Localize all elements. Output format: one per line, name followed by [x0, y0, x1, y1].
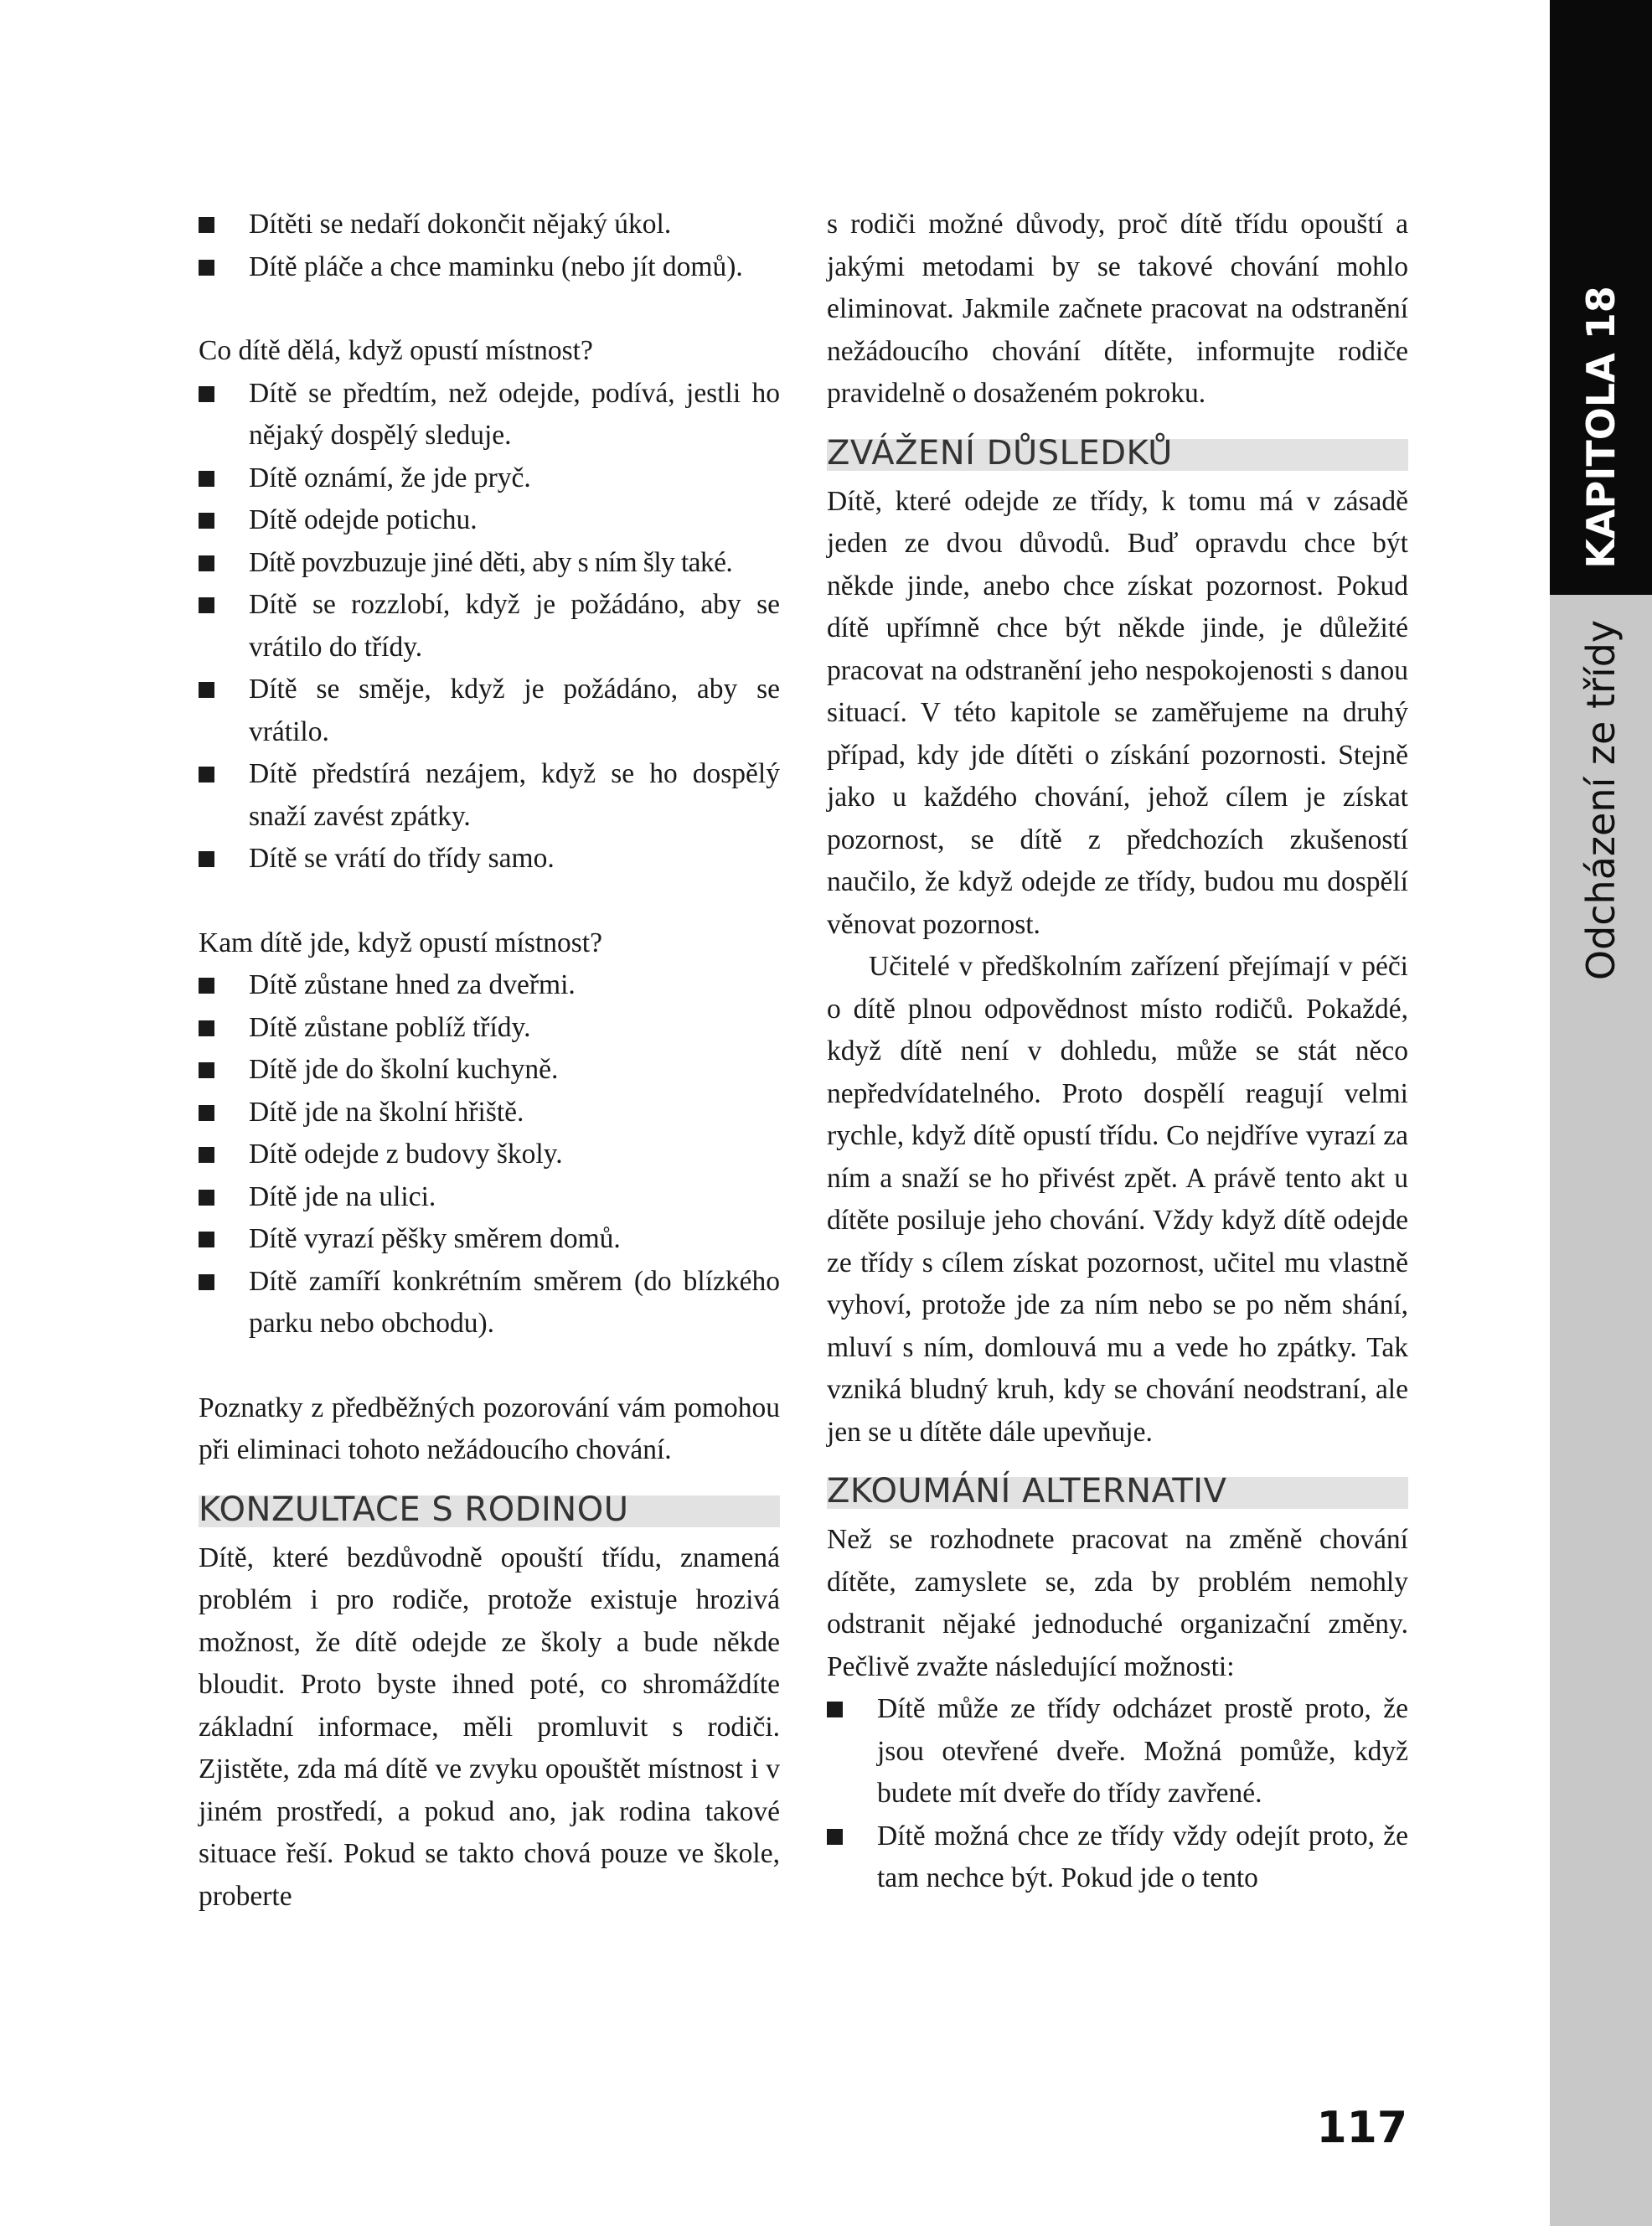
list-item: Dítě se rozzlobí, když je požádáno, aby se vrátilo do třídy.	[199, 584, 780, 669]
list-item: Dítě jde do školní kuchyně.	[199, 1049, 780, 1092]
list-item: Dítě předstírá nezájem, když se ho dospělý snaží zavést zpátky.	[199, 753, 780, 838]
list-item: Dítě zůstane poblíž třídy.	[199, 1007, 780, 1050]
list-item: Dítě povzbuzuje jiné děti, aby s ním šly také.	[199, 542, 780, 585]
chapter-tab	[1550, 0, 1652, 2226]
list-item: Dítě odejde z budovy školy.	[199, 1134, 780, 1176]
bullet-list-what	[199, 373, 780, 881]
paragraph-family-continued: s rodiči možné důvody, proč dítě třídu opouští a jakými metodami by se takové chování mohlo eliminovat. Jakmile začnete pracovat na odstranění nežádoucího chování dítěte, informujte rodiče pravidelně o dosaženém pokroku.	[827, 209, 1408, 409]
section-heading-family: KONZULTACE S RODINOU	[199, 1490, 780, 1527]
section-heading-consequences: ZVÁŽENÍ DŮSLEDKŮ	[827, 434, 1408, 471]
list-item: Dítě odejde potichu.	[199, 499, 780, 542]
right-column	[827, 204, 1408, 1900]
list-item: Dítě se předtím, než odejde, podívá, jestli ho nějaký dospělý sleduje.	[199, 373, 780, 457]
chapter-title: Odcházení ze třídy	[1578, 619, 1624, 981]
list-item: Dítě se směje, když je požádáno, aby se vrátilo.	[199, 669, 780, 753]
paragraph-consequences-1: Dítě, které odejde ze třídy, k tomu má v zásadě jeden ze dvou důvodů. Buď opravdu chce být někde jinde, anebo chce získat pozornost. Pokud dítě upřímně chce být někde jinde, je důležité pracovat na odstranění jeho nespokojenosti s danou situací. V této kapitole se zaměřujeme na druhý případ, kdy jde dítěti o získání pozornosti. Stejně jako u každého chování, jehož cílem je získat pozornost, se dítě z předchozích zkušeností naučilo, že když odejde ze třídy, budou mu dospělí věnovat pozornost.	[827, 485, 1408, 940]
paragraph-observations: Poznatky z předběžných pozorování vám pomohou při eliminaci tohoto nežádoucího chování.	[199, 1392, 780, 1465]
list-item: Dítě jde na ulici.	[199, 1176, 780, 1219]
list-item: Dítě oznámí, že jde pryč.	[199, 457, 780, 500]
section-heading-alternatives: ZKOUMÁNÍ ALTERNATIV	[827, 1472, 1408, 1509]
list-item: Dítě zůstane hned za dveřmi.	[199, 964, 780, 1007]
list-item: Dítě zamíří konkrétním směrem (do blízkého parku nebo obchodu).	[199, 1261, 780, 1345]
left-column	[199, 204, 780, 1918]
question-where: Kam dítě jde, když opustí místnost?	[199, 927, 602, 958]
bullet-list-alternatives	[827, 1688, 1408, 1900]
list-item: Dítěti se nedaří dokončit nějaký úkol.	[199, 204, 780, 246]
list-item: Dítě může ze třídy odcházet prostě proto, že jsou otevřené dveře. Možná pomůže, když budete mít dveře do třídy zavřené.	[827, 1688, 1408, 1815]
list-item: Dítě možná chce ze třídy vždy odejít proto, že tam nechce být. Pokud jde o tento	[827, 1815, 1408, 1900]
bullet-list-where	[199, 964, 780, 1345]
question-what: Co dítě dělá, když opustí místnost?	[199, 335, 593, 366]
page-number: 117	[1316, 2103, 1407, 2153]
list-item: Dítě se vrátí do třídy samo.	[199, 838, 780, 881]
chapter-label-box	[1550, 0, 1652, 595]
paragraph-consequences-2: Učitelé v předškolním zařízení přejímají v péči o dítě plnou odpovědnost místo rodičů. Pokaždé, když dítě není v dohledu, může se stát něco nepředvídatelného. Proto dospělí reagují velmi rychle, když dítě opustí třídu. Co nejdříve vyrazí za ním a snaží se ho přivést zpět. A právě tento akt u dítěte posiluje jeho chování. Vždy když dítě odejde ze třídy s cílem získat pozornost, učitel mu vlastně vyhoví, protože jde za ním nebo se po něm shání, mluví s ním, domlouvá mu a vede ho zpátky. Tak vzniká bludný kruh, kdy se chování neodstraní, ale jen se u dítěte dále upevňuje.	[827, 951, 1408, 1448]
list-item: Dítě jde na školní hřiště.	[199, 1092, 780, 1134]
chapter-label: KAPITOLA 18	[1578, 286, 1624, 569]
list-item: Dítě pláče a chce maminku (nebo jít domů).	[199, 246, 780, 289]
paragraph-family: Dítě, které bezdůvodně opouští třídu, znamená problém i pro rodiče, protože existuje hrozivá možnost, že dítě odejde ze školy a bude někde bloudit. Proto byste ihned poté, co shromáždíte základní informace, měli promluvit s rodiči. Zjistěte, zda má dítě ve zvyku opouštět místnost i v jiném prostředí, a pokud ano, jak rodina takové situace řeší. Pokud se takto chová pouze ve škole, proberte	[199, 1542, 780, 1912]
paragraph-alternatives: Než se rozhodnete pracovat na změně chování dítěte, zamyslete se, zda by problém nemohly odstranit nějaké jednoduché organizační změny. Pečlivě zvažte následující možnosti:	[827, 1524, 1408, 1682]
bullet-list-top	[199, 204, 780, 288]
list-item: Dítě vyrazí pěšky směrem domů.	[199, 1218, 780, 1261]
